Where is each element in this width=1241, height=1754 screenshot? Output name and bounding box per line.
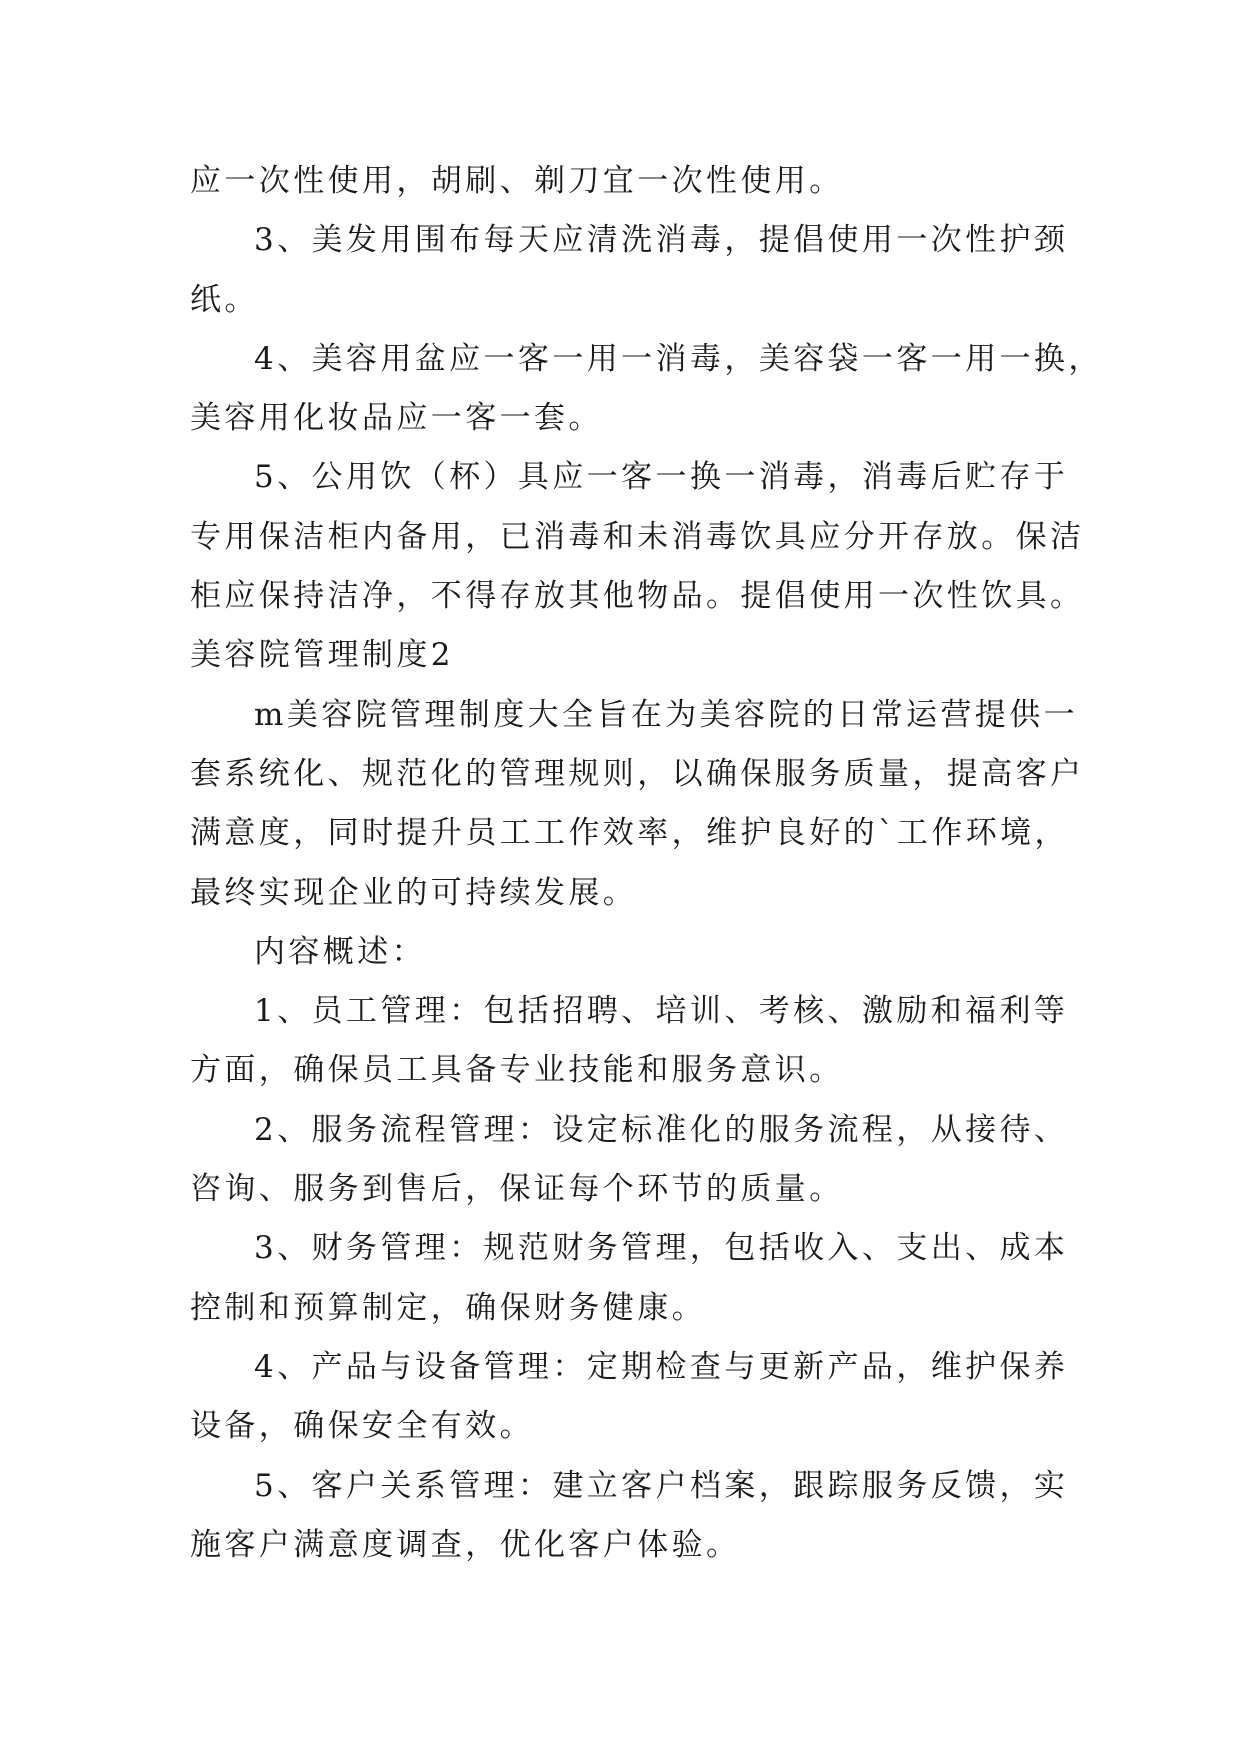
subheading: 内容概述： xyxy=(254,933,426,970)
document-body xyxy=(190,152,1103,1575)
text-line: 应一次性使用，胡刷、剃刀宜一次性使用。 xyxy=(190,163,844,199)
text-line: 设备，确保安全有效。 xyxy=(190,1408,534,1445)
text-line: 3、财务管理：规范财务管理，包括收入、支出、成本 xyxy=(254,1230,1069,1267)
text-line: 3、美发用围布每天应清洗消毒，提倡使用一次性护颈 xyxy=(254,222,1069,259)
text-line: m美容院管理制度大全旨在为美容院的日常运营提供一 xyxy=(254,696,1078,733)
text-line: 控制和预算制定，确保财务健康。 xyxy=(190,1289,706,1326)
section-heading: 美容院管理制度2 xyxy=(190,637,454,674)
text-line: 最终实现企业的可持续发展。 xyxy=(190,874,638,911)
text-line: 2、服务流程管理：设定标准化的服务流程，从接待、 xyxy=(254,1111,1069,1148)
text-line: 施客户满意度调查，优化客户体验。 xyxy=(190,1526,741,1563)
text-line: 5、公用饮（杯）具应一客一换一消毒，消毒后贮存于 xyxy=(254,459,1069,496)
text-line: 咨询、服务到售后，保证每个环节的质量。 xyxy=(190,1171,844,1208)
text-line: 专用保洁柜内备用，已消毒和未消毒饮具应分开存放。保洁 xyxy=(190,518,1085,555)
text-line: 美容用化妆品应一客一套。 xyxy=(190,400,603,437)
text-line: 4、美容用盆应一客一用一消毒，美容袋一客一用一换， xyxy=(254,340,1103,377)
text-line: 柜应保持洁净，不得存放其他物品。提倡使用一次性饮具。 xyxy=(190,578,1085,615)
text-line: 纸。 xyxy=(190,281,259,318)
text-line: 1、员工管理：包括招聘、培训、考核、激励和福利等 xyxy=(254,993,1069,1030)
text-line: 4、产品与设备管理：定期检查与更新产品，维护保养 xyxy=(254,1348,1069,1385)
text-line: 满意度，同时提升员工工作效率，维护良好的`工作环境， xyxy=(190,815,1069,852)
text-line: 方面，确保员工具备专业技能和服务意识。 xyxy=(190,1052,844,1089)
text-line: 5、客户关系管理：建立客户档案，跟踪服务反馈，实 xyxy=(254,1467,1069,1504)
text-line: 套系统化、规范化的管理规则，以确保服务质量，提高客户 xyxy=(190,755,1085,792)
